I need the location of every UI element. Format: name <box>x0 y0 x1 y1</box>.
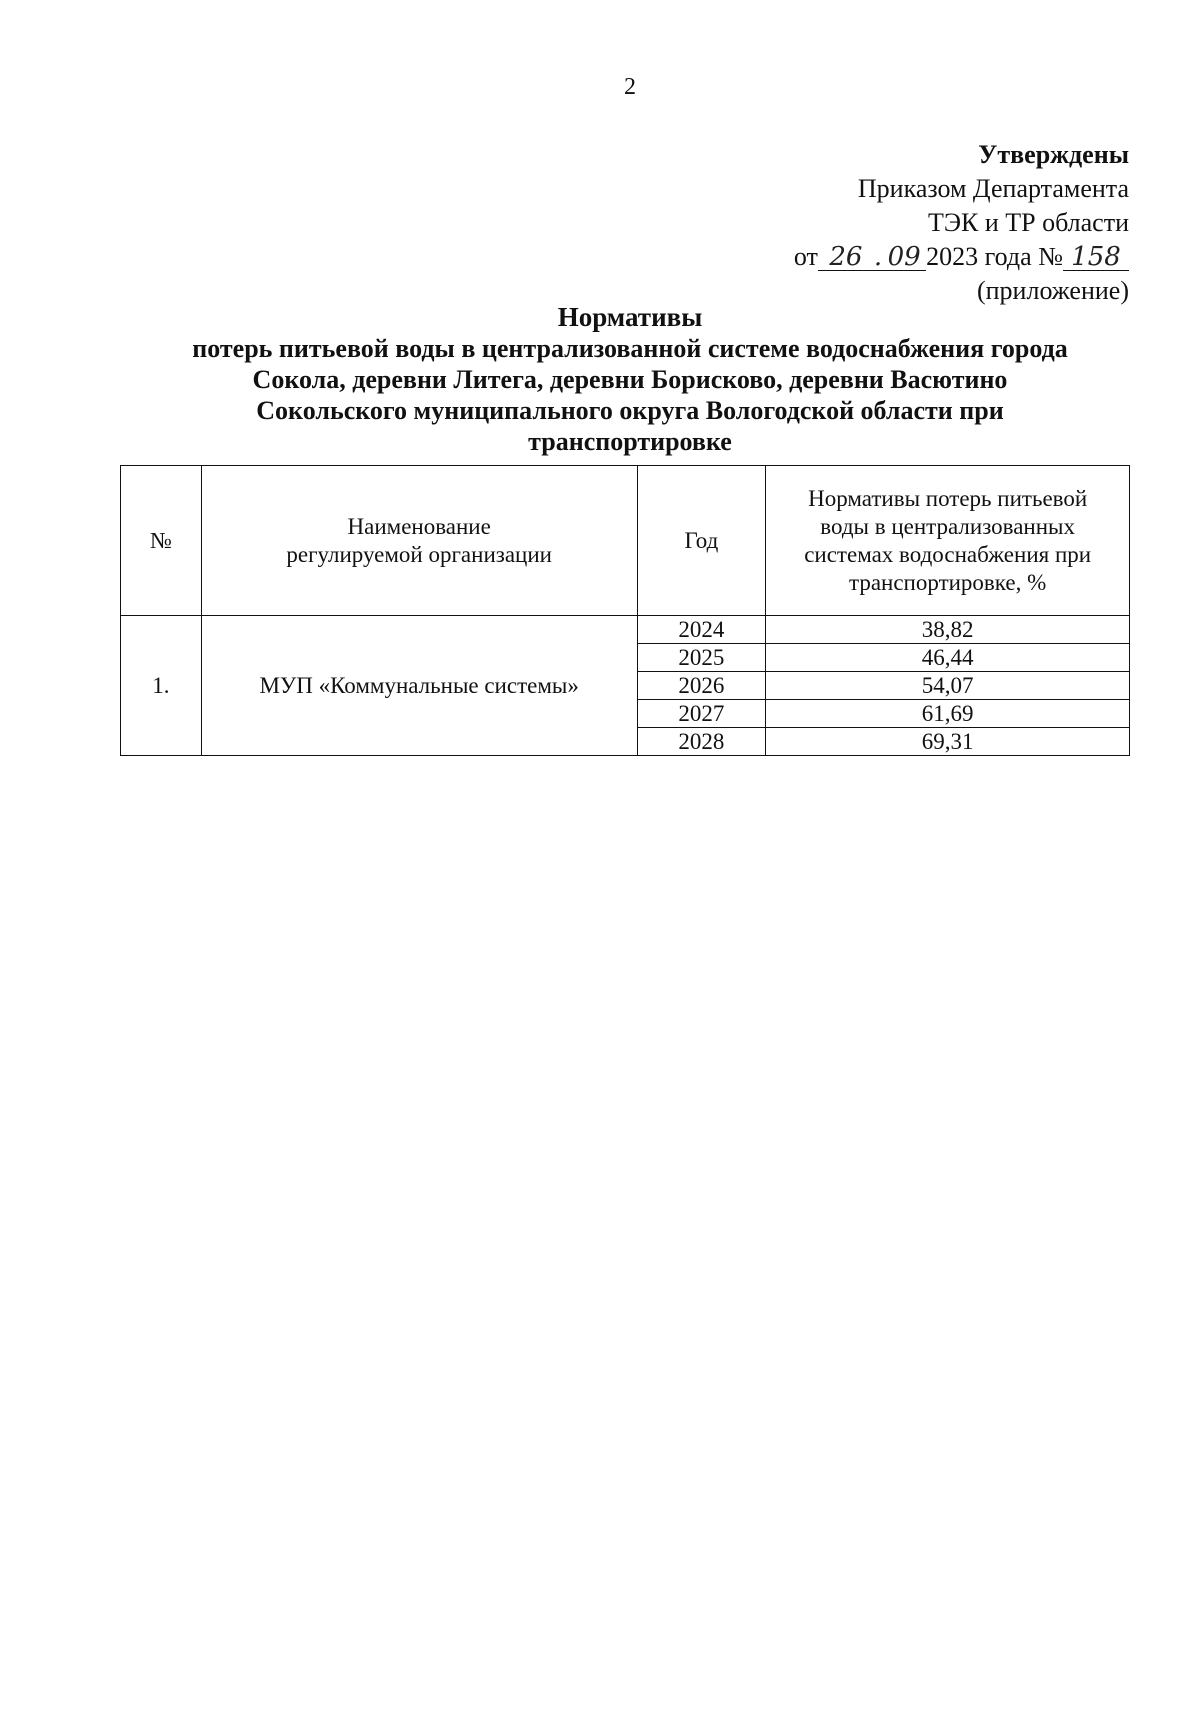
approval-date-line <box>609 240 1129 274</box>
row-organization: МУП «Коммунальные системы» <box>201 616 637 756</box>
page-number: 2 <box>624 74 636 100</box>
title-line-2: потерь питьевой воды в централизованной системе водоснабжения города <box>192 334 1068 363</box>
row-norm-value: 69,31 <box>766 728 1130 756</box>
approval-order-line: Приказом Департамента <box>857 174 1129 203</box>
document-title <box>120 302 1140 457</box>
row-year: 2024 <box>637 616 766 644</box>
table-header-row <box>121 466 1130 616</box>
handwritten-day: 26 <box>818 244 874 271</box>
title-main: Нормативы <box>557 302 703 332</box>
header-year: Год <box>637 466 766 616</box>
date-prefix: от <box>793 242 818 271</box>
row-year: 2026 <box>637 672 766 700</box>
row-norm-value: 54,07 <box>766 672 1130 700</box>
approval-block <box>609 138 1129 308</box>
row-norm-value: 38,82 <box>766 616 1130 644</box>
row-norm-value: 46,44 <box>766 644 1130 672</box>
row-norm-value: 61,69 <box>766 700 1130 728</box>
approval-department-line: ТЭК и ТР области <box>927 208 1129 237</box>
title-line-4: Сокольского муниципального округа Вологодской области при <box>256 396 1004 425</box>
row-year: 2025 <box>637 644 766 672</box>
handwritten-month: 09 <box>882 244 926 271</box>
title-line-5: транспортировке <box>528 427 732 456</box>
date-year-text: 2023 года № <box>926 242 1063 271</box>
approval-heading: Утверждены <box>978 140 1129 169</box>
header-number: № <box>121 466 202 616</box>
approval-appendix-label: (приложение) <box>976 276 1129 305</box>
header-organization <box>201 466 637 616</box>
header-norm <box>766 466 1130 616</box>
handwritten-date-separator: . <box>873 242 883 272</box>
header-organization-text: Наименование регулируемой организации <box>286 513 552 567</box>
row-number: 1. <box>121 616 202 756</box>
norms-table <box>120 465 1130 756</box>
handwritten-order-number: 158 <box>1063 244 1129 271</box>
table-row <box>121 616 1130 644</box>
title-line-3: Сокола, деревни Литега, деревни Борисково, деревни Васютино <box>252 365 1008 394</box>
header-norm-text: Нормативы потерь питьевой воды в централизованных системах водоснабжения при транспортировке, % <box>804 485 1092 595</box>
row-year: 2028 <box>637 728 766 756</box>
row-year: 2027 <box>637 700 766 728</box>
